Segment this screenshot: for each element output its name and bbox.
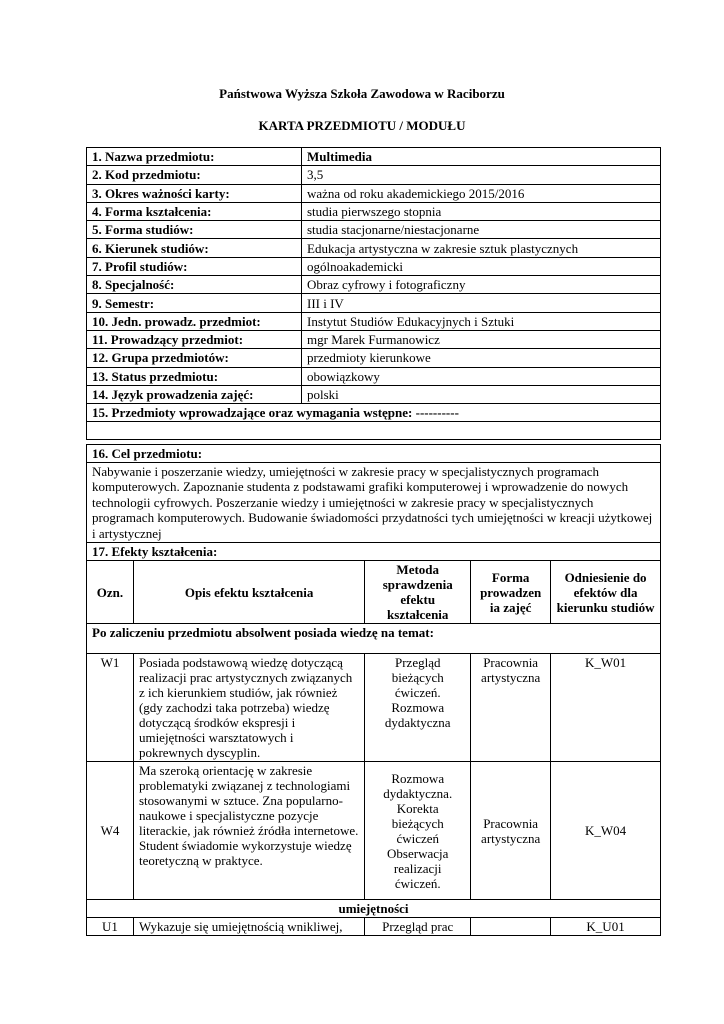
info-value: studia pierwszego stopnia (302, 202, 661, 220)
info-row (87, 367, 661, 385)
info-label: 10. Jedn. prowadz. przedmiot: (87, 312, 302, 330)
info-value: przedmioty kierunkowe (302, 349, 661, 367)
info-row (87, 276, 661, 294)
effect-id: W4 (87, 762, 134, 900)
info-row (87, 202, 661, 220)
info-label: 7. Profil studiów: (87, 257, 302, 275)
effect-description: Wykazuje się umiejętnością wnikliwej, (133, 918, 364, 936)
info-row (87, 312, 661, 330)
col-header-id: Ozn. (87, 561, 134, 624)
info-row (87, 294, 661, 312)
effect-description: Ma szeroką orientację w zakresie problematyki związanej z technologiami stosowanymi w sztuce. Zna popularno-naukowe i specjalistyczne pozycje literackie, jak również źródła internetowe. Student świadomie wykorzystuje wiedzę teoretyczną w praktyce. (133, 762, 364, 900)
info-row (87, 184, 661, 202)
effect-reference: K_W01 (551, 654, 661, 762)
prerequisites-label: 15. Przedmioty wprowadzające oraz wymagania wstępne: ---------- (87, 404, 661, 422)
info-row (87, 385, 661, 403)
prerequisites-value (87, 422, 661, 440)
col-header-description: Opis efektu kształcenia (133, 561, 364, 624)
info-value: Instytut Studiów Edukacyjnych i Sztuki (302, 312, 661, 330)
col-header-method: Metoda sprawdzenia efektu kształcenia (365, 561, 471, 624)
course-details-table (86, 444, 661, 936)
col-header-form: Forma prowadzen ia zajęć (471, 561, 551, 624)
info-value: ważna od roku akademickiego 2015/2016 (302, 184, 661, 202)
info-value: obowiązkowy (302, 367, 661, 385)
info-row (87, 221, 661, 239)
info-value: polski (302, 385, 661, 403)
info-row (87, 349, 661, 367)
info-value: Obraz cyfrowy i fotograficzny (302, 276, 661, 294)
info-value: III i IV (302, 294, 661, 312)
info-value: Edukacja artystyczna w zakresie sztuk plastycznych (302, 239, 661, 257)
info-label: 13. Status przedmiotu: (87, 367, 302, 385)
effects-label: 17. Efekty kształcenia: (87, 543, 661, 561)
goal-text: Nabywanie i poszerzanie wiedzy, umiejętności w zakresie pracy w specjalistycznych programach komputerowych. Zapoznanie studenta z podstawami grafiki komputerowej i wprowadzenie do nowych technologii cyfrowych. Poszerzanie wiedzy i umiejętności w zakresie pracy w specjalistycznych programach komputerowych. Budowanie świadomości przydatności tych umiejętności w kreacji użytkowej i artystycznej (87, 463, 661, 543)
info-label: 11. Prowadzący przedmiot: (87, 330, 302, 348)
effect-form: Pracownia artystyczna (471, 654, 551, 762)
institution-name: Państwowa Wyższa Szkoła Zawodowa w Raciborzu (219, 86, 505, 101)
effect-form: Pracownia artystyczna (471, 762, 551, 900)
info-label: 12. Grupa przedmiotów: (87, 349, 302, 367)
effect-reference: K_U01 (551, 918, 661, 936)
course-info-table (86, 147, 661, 440)
info-row (87, 239, 661, 257)
info-label: 14. Język prowadzenia zajęć: (87, 385, 302, 403)
goal-label: 16. Cel przedmiotu: (87, 445, 661, 463)
info-label: 4. Forma kształcenia: (87, 202, 302, 220)
info-row (87, 148, 661, 166)
knowledge-header: Po zaliczeniu przedmiotu absolwent posiada wiedzę na temat: (87, 624, 661, 654)
info-value: 3,5 (302, 166, 661, 184)
info-label: 2. Kod przedmiotu: (87, 166, 302, 184)
effect-id: U1 (87, 918, 134, 936)
info-label: 1. Nazwa przedmiotu: (87, 148, 302, 166)
info-row (87, 330, 661, 348)
effect-method: Przegląd bieżących ćwiczeń. Rozmowa dydaktyczna (365, 654, 471, 762)
info-label: 9. Semestr: (87, 294, 302, 312)
effect-reference: K_W04 (551, 762, 661, 900)
document-title: KARTA PRZEDMIOTU / MODUŁU (258, 118, 466, 133)
info-label: 6. Kierunek studiów: (87, 239, 302, 257)
info-label: 5. Forma studiów: (87, 221, 302, 239)
info-value: Multimedia (302, 148, 661, 166)
info-row (87, 166, 661, 184)
effect-description: Posiada podstawową wiedzę dotyczącą realizacji prac artystycznych związanych z ich kierunkiem studiów, jak również (gdy zachodzi taka potrzeba) wiedzę dotyczącą środków ekspresji i umiejętności warsztatowych i pokrewnych dyscyplin. (133, 654, 364, 762)
effect-method: Przegląd prac (365, 918, 471, 936)
col-header-reference: Odniesienie do efektów dla kierunku studiów (551, 561, 661, 624)
info-row (87, 257, 661, 275)
skills-header: umiejętności (87, 900, 661, 918)
info-value: ogólnoakademicki (302, 257, 661, 275)
effect-form (471, 918, 551, 936)
effect-id: W1 (87, 654, 134, 762)
info-label: 3. Okres ważności karty: (87, 184, 302, 202)
info-value: mgr Marek Furmanowicz (302, 330, 661, 348)
info-label: 8. Specjalność: (87, 276, 302, 294)
info-value: studia stacjonarne/niestacjonarne (302, 221, 661, 239)
effect-method: Rozmowa dydaktyczna. Korekta bieżących ćwiczeń Obserwacja realizacji ćwiczeń. (365, 762, 471, 900)
